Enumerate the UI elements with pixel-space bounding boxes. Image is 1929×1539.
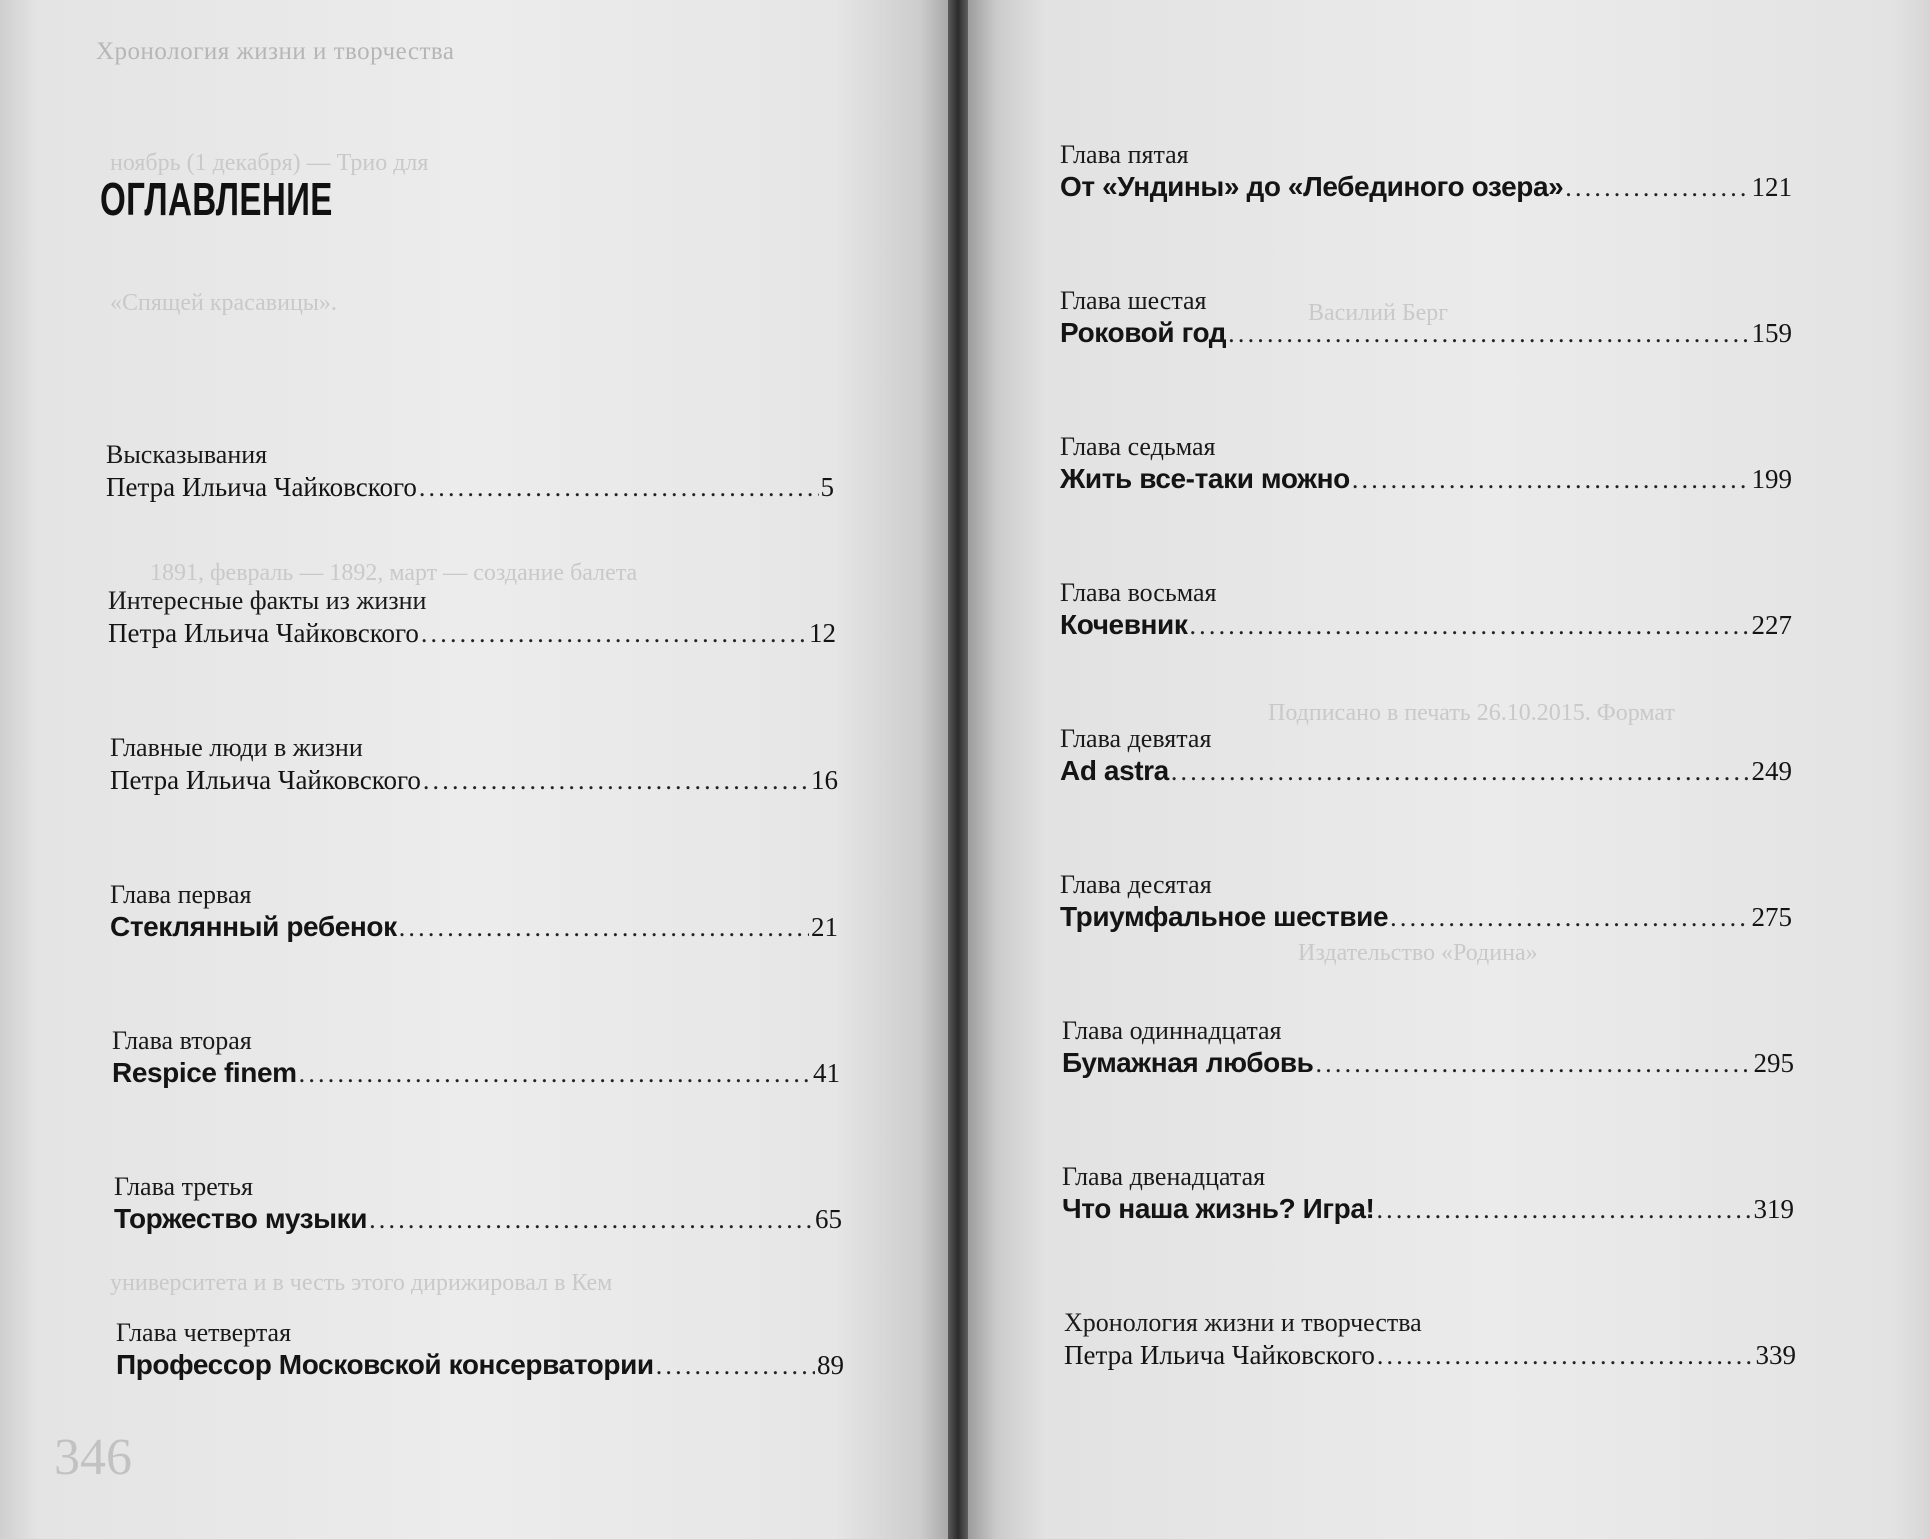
entry-page-number: 5 [820, 472, 834, 502]
show-through-text: Василий Берг [1308, 300, 1449, 326]
entry-title: Петра Ильича Чайковского [110, 765, 421, 795]
show-through-text: Подписано в печать 26.10.2015. Формат [1268, 700, 1675, 726]
dot-leader [1390, 903, 1749, 933]
toc-entry[interactable] [1060, 286, 1792, 350]
entry-label: Глава четвертая [116, 1318, 292, 1347]
entry-label: Глава вторая [112, 1026, 252, 1055]
entry-title: Петра Ильича Чайковского [106, 472, 417, 502]
entry-label: Глава первая [110, 880, 252, 909]
entry-label: Глава десятая [1060, 870, 1212, 899]
entry-title: Ad astra [1060, 755, 1169, 786]
dot-leader [1171, 757, 1750, 787]
left-page [0, 0, 948, 1539]
entry-title: Торжество музыки [114, 1203, 368, 1234]
toc-entry[interactable] [110, 733, 838, 797]
entry-label: Глава девятая [1060, 724, 1212, 753]
entry-page-number: 275 [1751, 902, 1792, 932]
entry-label: Хронология жизни и творчества [1064, 1308, 1422, 1337]
entry-page-number: 121 [1751, 172, 1792, 202]
entry-title: Стеклянный ребенок [110, 911, 397, 942]
toc-entry[interactable] [1060, 724, 1792, 788]
entry-title: Бумажная любовь [1062, 1047, 1314, 1078]
book-gutter [948, 0, 968, 1539]
show-through-text: университета и в честь этого дирижировал в Кем [110, 1270, 613, 1296]
toc-title: ОГЛАВЛЕНИЕ [100, 173, 333, 225]
entry-label: Высказывания [106, 440, 268, 469]
entry-title: Петра Ильича Чайковского [1064, 1340, 1375, 1370]
toc-entry[interactable] [1062, 1016, 1794, 1080]
toc-entry[interactable] [1060, 432, 1792, 496]
dot-leader [423, 766, 809, 796]
dot-leader [419, 473, 819, 503]
entry-page-number: 41 [813, 1058, 840, 1088]
show-through-text: Издательство «Родина» [1298, 940, 1538, 966]
entry-label: Глава пятая [1060, 140, 1189, 169]
dot-leader [1376, 1195, 1751, 1225]
entry-title: Петра Ильича Чайковского [108, 618, 419, 648]
dot-leader [399, 913, 809, 943]
entry-page-number: 89 [817, 1350, 844, 1380]
entry-title: От «Ундины» до «Лебединого озера» [1060, 171, 1564, 202]
entry-page-number: 319 [1753, 1194, 1794, 1224]
entry-label: Глава третья [114, 1172, 253, 1201]
dot-leader [1315, 1049, 1751, 1079]
page-number: 346 [54, 1429, 132, 1486]
dot-leader [421, 619, 807, 649]
entry-page-number: 12 [809, 618, 836, 648]
entry-label: Интересные факты из жизни [108, 586, 427, 615]
dot-leader [369, 1205, 813, 1235]
dot-leader [1352, 465, 1750, 495]
toc-entry[interactable] [116, 1318, 844, 1382]
toc-entry[interactable] [1060, 870, 1792, 934]
dot-leader [299, 1059, 811, 1089]
toc-entry[interactable] [110, 880, 838, 944]
entry-title: Жить все-таки можно [1060, 463, 1350, 494]
show-through-text: 1891, февраль — 1892, март — создание балета [150, 560, 638, 586]
toc-entry[interactable] [1064, 1308, 1796, 1372]
entry-page-number: 16 [811, 765, 838, 795]
entry-title: Что наша жизнь? Игра! [1062, 1193, 1375, 1224]
running-head: Хронология жизни и творчества [96, 38, 455, 65]
entry-title: Роковой год [1060, 317, 1227, 348]
toc-entry[interactable] [106, 440, 834, 504]
entry-title: Respice finem [112, 1057, 297, 1088]
entry-label: Глава седьмая [1060, 432, 1216, 461]
entry-page-number: 295 [1753, 1048, 1794, 1078]
dot-leader [1189, 611, 1749, 641]
right-page [968, 0, 1929, 1539]
entry-label: Глава двенадцатая [1062, 1162, 1266, 1191]
toc-entry[interactable] [1060, 578, 1792, 642]
entry-page-number: 65 [815, 1204, 842, 1234]
entry-page-number: 249 [1751, 756, 1792, 786]
toc-entry[interactable] [108, 586, 836, 650]
entry-page-number: 339 [1755, 1340, 1796, 1370]
entry-page-number: 227 [1751, 610, 1792, 640]
dot-leader [656, 1351, 815, 1381]
dot-leader [1377, 1341, 1754, 1371]
toc-entry[interactable] [114, 1172, 842, 1236]
entry-page-number: 21 [811, 912, 838, 942]
entry-page-number: 159 [1751, 318, 1792, 348]
entry-title: Триумфальное шествие [1060, 901, 1389, 932]
entry-title: Кочевник [1060, 609, 1188, 640]
entry-page-number: 199 [1751, 464, 1792, 494]
show-through-text: «Спящей красавицы». [110, 290, 337, 316]
show-through-text: ноябрь (1 декабря) — Трио для [110, 150, 429, 176]
toc-entry[interactable] [112, 1026, 840, 1090]
toc-entry[interactable] [1062, 1162, 1794, 1226]
entry-label: Глава восьмая [1060, 578, 1217, 607]
entry-title: Профессор Московской консерватории [116, 1349, 654, 1380]
entry-label: Глава одиннадцатая [1062, 1016, 1282, 1045]
dot-leader [1228, 319, 1749, 349]
dot-leader [1565, 173, 1749, 203]
entry-label: Главные люди в жизни [110, 733, 363, 762]
entry-label: Глава шестая [1060, 286, 1207, 315]
toc-entry[interactable] [1060, 140, 1792, 204]
